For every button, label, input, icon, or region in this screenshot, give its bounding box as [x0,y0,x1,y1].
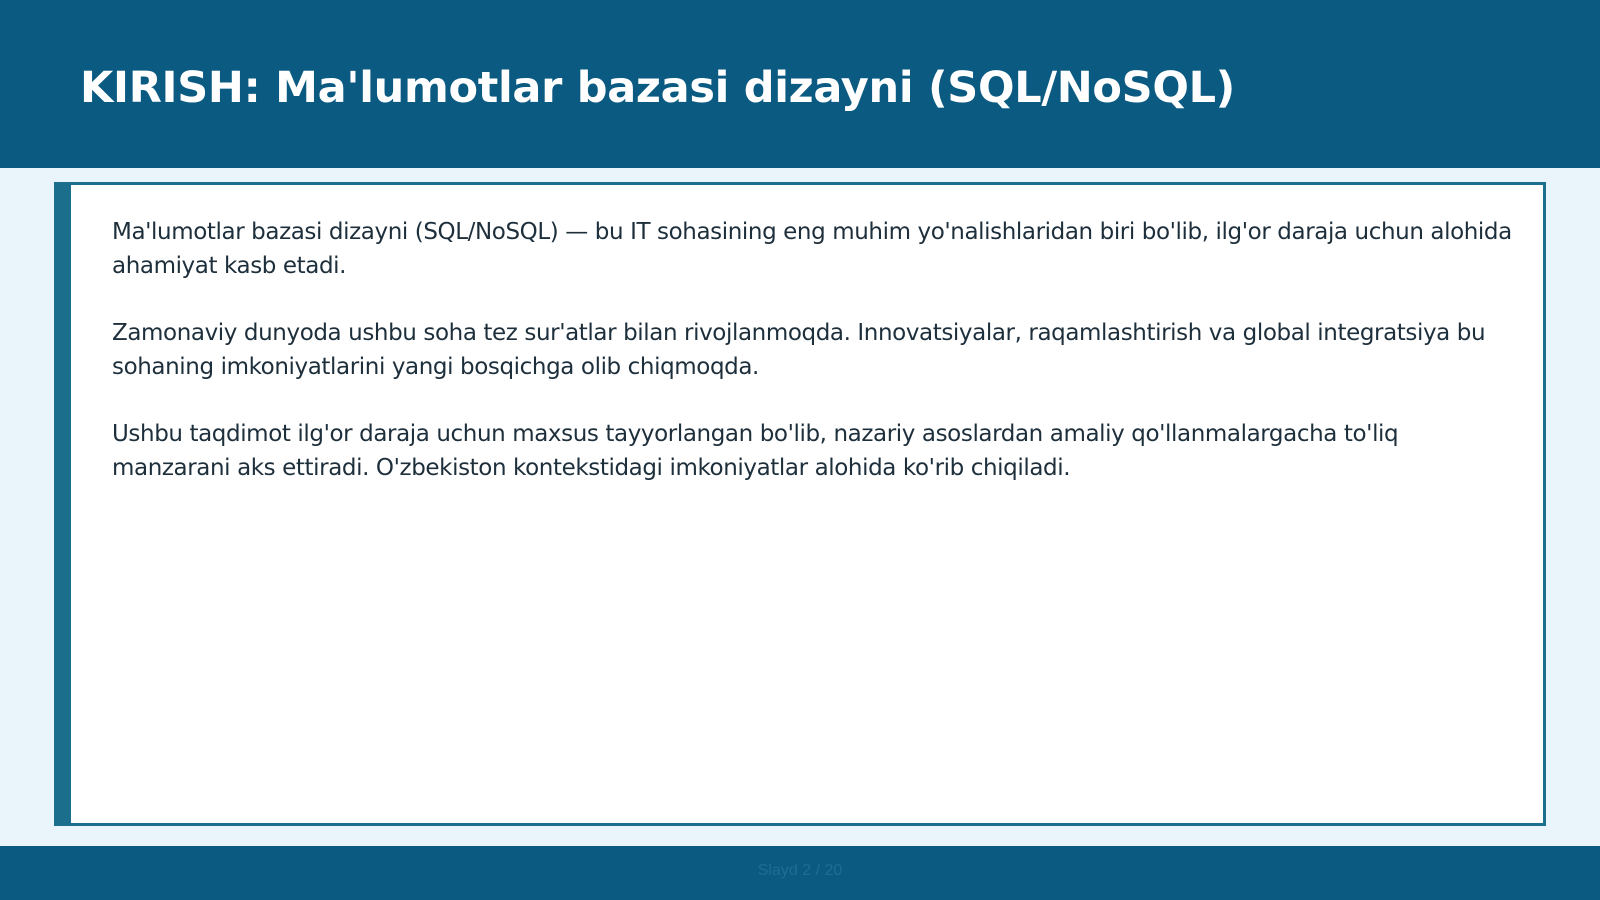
slide-footer [0,846,1600,900]
paragraph-presentation: Ushbu taqdimot ilg'or daraja uchun maxsus tayyorlangan bo'lib, nazariy asoslardan amaliy qo'llanmalargacha to'liq manzarani aks ettiradi. O'zbekiston kontekstidagi imkoniyatlar alohida ko'rib chiqiladi. [112,421,1399,481]
paragraph-intro: Ma'lumotlar bazasi dizayni (SQL/NoSQL) — bu IT sohasining eng muhim yo'nalishlaridan biri bo'lib, ilg'or daraja uchun alohida ahamiyat kasb etadi. [112,219,1512,279]
paragraph-modern-world: Zamonaviy dunyoda ushbu soha tez sur'atlar bilan rivojlanmoqda. Innovatsiyalar, raqamlashtirish va global integratsiya bu sohaning imkoniyatlarini yangi bosqichga olib chiqmoqda. [112,320,1486,380]
slide-header [0,0,1600,168]
content-text [112,215,1512,518]
slide-number: Slayd 2 / 20 [757,862,843,879]
slide-title: KIRISH: Ma'lumotlar bazasi dizayni (SQL/NoSQL) [80,63,1236,113]
content-card [54,182,1546,826]
